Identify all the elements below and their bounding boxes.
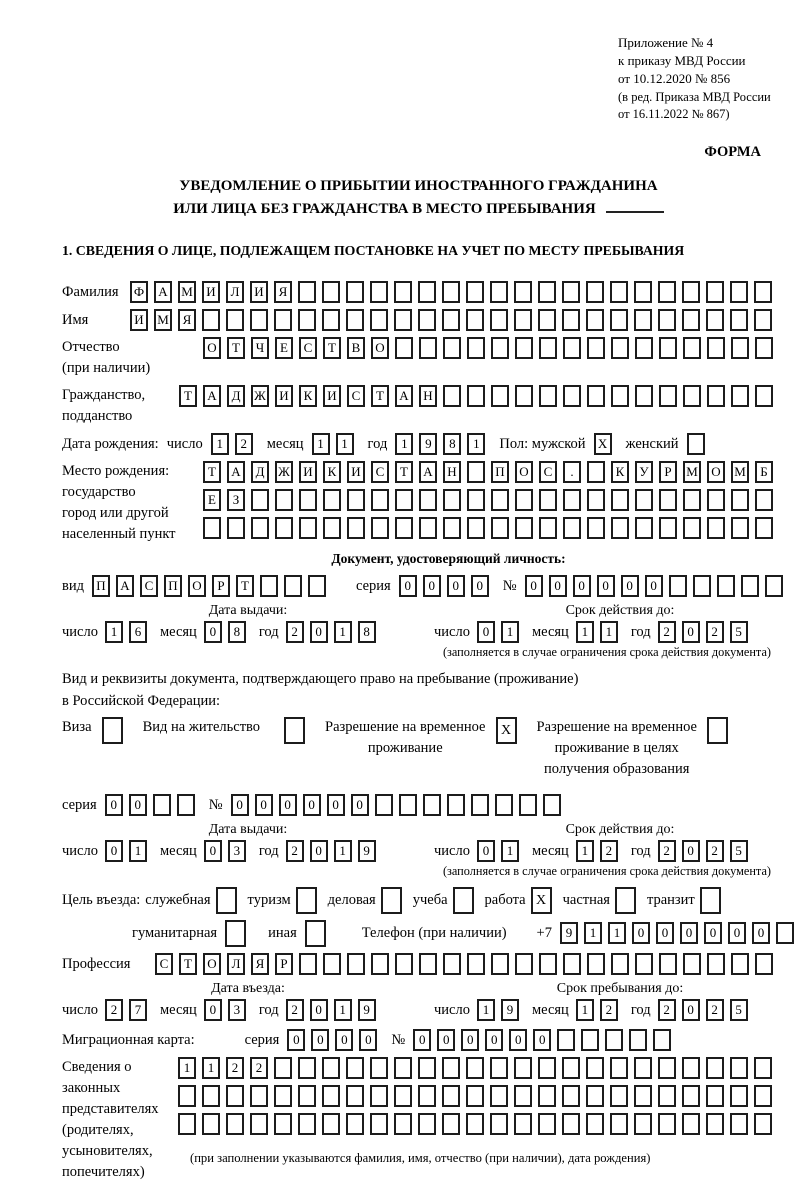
profession-input[interactable]: С Т О Л Я Р — [155, 953, 779, 975]
phone-label: Телефон (при наличии) — [361, 925, 507, 942]
migration-card-label: Миграционная карта: — [62, 1031, 195, 1048]
stay-month-input[interactable]: 1 2 — [576, 999, 624, 1021]
citizenship-label: Гражданство, подданство — [62, 386, 146, 424]
temp-residence-checkbox[interactable]: X — [496, 717, 523, 744]
resident-valid-month-input[interactable]: 1 2 — [576, 840, 624, 862]
purpose-official-label: служебная — [145, 892, 211, 909]
month-label: месяц — [159, 1001, 197, 1018]
resident-series-input[interactable]: 0 0 — [105, 794, 201, 816]
surname-input[interactable]: Ф А М И Л И Я — [130, 281, 778, 303]
purpose-humanitarian-checkbox[interactable] — [225, 920, 252, 947]
entry-year-input[interactable]: 2 0 1 9 — [286, 999, 382, 1021]
day-label: число — [62, 842, 98, 859]
temp-residence-edu-checkbox[interactable] — [707, 717, 734, 744]
birthplace-row — [62, 461, 775, 545]
purpose-tourism-label: туризм — [247, 892, 291, 909]
profession-label: Профессия — [62, 955, 131, 972]
day-label: число — [434, 842, 470, 859]
year-label: год — [630, 1001, 651, 1018]
representatives-note: (при заполнении указываются фамилия, имя, отчество (при наличии), дата рождения) — [190, 1150, 651, 1165]
month-label: месяц — [531, 1001, 569, 1018]
resident-valid-day-input[interactable]: 0 1 — [477, 840, 525, 862]
residence-permit-label: Вид на жительство — [142, 718, 261, 735]
purpose-business-label: деловая — [327, 892, 376, 909]
migration-card-row — [62, 1029, 775, 1051]
phone-prefix: +7 — [536, 925, 552, 942]
day-label: число — [434, 1001, 470, 1018]
resident-doc-text: Вид и реквизиты документа, подтверждающего право на пребывание (проживание) в Российской Федерации: — [62, 670, 579, 710]
resident-series-label: серия — [62, 796, 97, 813]
validity-note: (заполняется в случае ограничения срока действия документа) — [442, 863, 771, 878]
birthplace-line3-input[interactable] — [203, 517, 779, 539]
sex-female-label: женский — [625, 435, 679, 452]
purpose-label: Цель въезда: — [62, 892, 141, 909]
representatives-line1-input[interactable]: 1 1 2 2 — [178, 1057, 778, 1079]
resident-issue-day-input[interactable]: 0 1 — [105, 840, 153, 862]
birth-day-input[interactable]: 1 2 — [211, 433, 259, 455]
birthplace-line2-input[interactable]: Е З — [203, 489, 779, 511]
purpose-official-checkbox[interactable] — [216, 887, 243, 914]
representatives-inputs — [178, 1057, 778, 1166]
issue-date-label: Дата выдачи: — [208, 602, 288, 618]
migration-series-label: серия — [244, 1031, 280, 1048]
title-blank-underline — [606, 197, 664, 213]
purpose-other-label: иная — [268, 925, 297, 942]
representatives-row — [62, 1057, 775, 1183]
doc-kind-label: вид — [62, 577, 84, 594]
profession-row — [62, 953, 775, 975]
sex-female-checkbox[interactable] — [687, 433, 711, 455]
temp-residence-label: Разрешение на временное проживание — [325, 718, 486, 756]
citizenship-row — [62, 385, 775, 427]
appendix-reference — [618, 34, 775, 124]
issue-date-label: Дата выдачи: — [208, 821, 288, 837]
resident-validity-block — [434, 822, 806, 862]
representatives-line3-input[interactable] — [178, 1113, 778, 1135]
purpose-tourism-checkbox[interactable] — [296, 887, 323, 914]
stay-year-input[interactable]: 2 0 2 5 — [658, 999, 754, 1021]
iddoc-validity-block — [434, 603, 806, 643]
validity-date-label: Срок действия до: — [565, 602, 675, 618]
section1-heading: 1. СВЕДЕНИЯ О ЛИЦЕ, ПОДЛЕЖАЩЕМ ПОСТАНОВКЕ НА УЧЕТ ПО МЕСТУ ПРЕБЫВАНИЯ — [62, 242, 685, 258]
resident-issue-month-input[interactable]: 0 3 — [204, 840, 252, 862]
patronymic-row — [62, 337, 775, 379]
month-label: месяц — [531, 842, 569, 859]
appendix-edit-line: от 16.11.2022 № 867) — [618, 107, 730, 122]
validity-note: (заполняется в случае ограничения срока действия документа) — [442, 644, 771, 659]
iddoc-valid-month-input[interactable]: 1 1 — [576, 621, 624, 643]
resident-valid-year-input[interactable]: 2 0 2 5 — [658, 840, 754, 862]
identity-doc-row — [62, 575, 775, 597]
purpose-study-checkbox[interactable] — [453, 887, 480, 914]
purpose-row — [62, 887, 775, 914]
entry-dates-row — [62, 981, 775, 1021]
visa-label: Виза — [62, 718, 92, 735]
resident-series-row — [62, 794, 775, 816]
permit-options-row — [62, 717, 775, 780]
birth-year-input[interactable]: 1 9 8 1 — [395, 433, 491, 455]
representatives-line2-input[interactable] — [178, 1085, 778, 1107]
purpose-work-label: работа — [484, 892, 526, 909]
migration-number-label: № — [391, 1031, 406, 1048]
permit-temp-residence-edu-option — [537, 717, 734, 780]
month-label: месяц — [531, 623, 569, 640]
entry-date-label: Дата въезда: — [211, 980, 285, 996]
iddoc-issue-block — [62, 603, 434, 643]
iddoc-issue-month-input[interactable]: 0 8 — [204, 621, 252, 643]
purpose-row2 — [132, 920, 775, 947]
day-label: число — [62, 1001, 98, 1018]
visa-checkbox[interactable] — [102, 717, 129, 744]
patronymic-input[interactable]: О Т Ч Е С Т В О — [203, 337, 779, 359]
doc-series-label: серия — [355, 577, 391, 594]
resident-issue-year-input[interactable]: 2 0 1 9 — [286, 840, 382, 862]
resident-number-label: № — [208, 796, 223, 813]
birth-date-label: Дата рождения: — [62, 435, 159, 452]
doc-series-input[interactable]: 0 0 0 0 — [399, 575, 495, 597]
year-label: год — [258, 623, 279, 640]
resident-number-input[interactable]: 0 0 0 0 0 0 — [231, 794, 567, 816]
surname-label: Фамилия — [62, 283, 119, 300]
birth-month-input[interactable]: 1 1 — [312, 433, 360, 455]
purpose-work-checkbox[interactable]: X — [531, 887, 558, 914]
form-title-line1: УВЕДОМЛЕНИЕ О ПРИБЫТИИ ИНОСТРАННОГО ГРАЖДАНИНА — [179, 177, 658, 194]
doc-number-label: № — [502, 577, 517, 594]
resident-issue-block — [62, 822, 434, 862]
stay-day-input[interactable]: 1 9 — [477, 999, 525, 1021]
entry-day-input[interactable]: 2 7 — [105, 999, 153, 1021]
temp-residence-edu-label: Разрешение на временное проживание в целях получения образования — [536, 718, 697, 777]
day-label: число — [62, 623, 98, 640]
doc-number-input[interactable]: 0 0 0 0 0 0 — [525, 575, 789, 597]
year-label: год — [258, 1001, 279, 1018]
iddoc-valid-day-input[interactable]: 0 1 — [477, 621, 525, 643]
name-label: Имя — [62, 311, 89, 328]
day-label: число — [434, 623, 470, 640]
iddoc-dates-row — [62, 603, 775, 643]
permit-temp-residence-option — [325, 717, 522, 759]
name-row — [62, 309, 775, 331]
birthplace-line1-input[interactable]: Т А Д Ж И К И С Т А Н П О С . К У Р М О М Б — [203, 461, 779, 483]
appendix-edit-line: (в ред. Приказа МВД России — [618, 89, 771, 104]
year-label: год — [630, 842, 651, 859]
residence-permit-checkbox[interactable] — [284, 717, 311, 744]
sex-male-label: Пол: мужской — [499, 435, 586, 452]
phone-input[interactable]: 9 1 1 0 0 0 0 0 0 — [560, 922, 800, 944]
representatives-label: Сведения о законных представителях (родителях, усыновителях, попечителях) — [62, 1058, 159, 1180]
day-label: число — [166, 435, 203, 452]
iddoc-valid-year-input[interactable]: 2 0 2 5 — [658, 621, 754, 643]
permit-visa-option — [62, 717, 129, 744]
purpose-other-checkbox[interactable] — [305, 920, 332, 947]
name-input[interactable]: И М Я — [130, 309, 778, 331]
doc-kind-input[interactable]: П А С П О Р Т — [92, 575, 332, 597]
migration-number-input[interactable]: 0 0 0 0 0 0 — [413, 1029, 677, 1051]
surname-row — [62, 281, 775, 303]
purpose-humanitarian-label: гуманитарная — [132, 925, 218, 942]
validity-date-label: Срок действия до: — [565, 821, 675, 837]
sex-male-checkbox[interactable]: X — [594, 433, 618, 455]
permit-residence-option — [143, 717, 311, 744]
patronymic-label: Отчество (при наличии) — [62, 338, 151, 376]
birth-date-row — [62, 433, 775, 455]
iddoc-issue-year-input[interactable]: 2 0 1 8 — [286, 621, 382, 643]
identity-doc-heading: Документ, удостоверяющий личность: — [331, 550, 566, 566]
stay-until-label: Срок пребывания до: — [556, 980, 684, 996]
purpose-business-checkbox[interactable] — [381, 887, 408, 914]
year-label: год — [367, 435, 388, 452]
entry-date-block — [62, 981, 434, 1021]
citizenship-input[interactable]: Т А Д Ж И К И С Т А Н — [179, 385, 779, 407]
month-label: месяц — [266, 435, 304, 452]
birthplace-label: Место рождения: государство город или другой населенный пункт — [62, 462, 176, 542]
iddoc-issue-day-input[interactable]: 1 6 — [105, 621, 153, 643]
purpose-transit-checkbox[interactable] — [700, 887, 727, 914]
purpose-private-label: частная — [562, 892, 610, 909]
stay-until-block — [434, 981, 806, 1021]
birthplace-inputs — [203, 461, 779, 545]
purpose-study-label: учеба — [412, 892, 448, 909]
resident-dates-row — [62, 822, 775, 862]
month-label: месяц — [159, 623, 197, 640]
year-label: год — [630, 623, 651, 640]
migration-series-input[interactable]: 0 0 0 0 — [287, 1029, 383, 1051]
appendix-line: к приказу МВД России — [618, 53, 746, 69]
appendix-line: Приложение № 4 — [618, 35, 714, 50]
month-label: месяц — [159, 842, 197, 859]
form-title-line2: ИЛИ ЛИЦА БЕЗ ГРАЖДАНСТВА В МЕСТО ПРЕБЫВАНИЯ — [62, 197, 775, 221]
year-label: год — [258, 842, 279, 859]
purpose-private-checkbox[interactable] — [615, 887, 642, 914]
forma-label: ФОРМА — [704, 143, 761, 160]
entry-month-input[interactable]: 0 3 — [204, 999, 252, 1021]
appendix-line: от 10.12.2020 № 856 — [618, 71, 731, 87]
purpose-transit-label: транзит — [646, 892, 695, 909]
form-title — [62, 175, 775, 221]
